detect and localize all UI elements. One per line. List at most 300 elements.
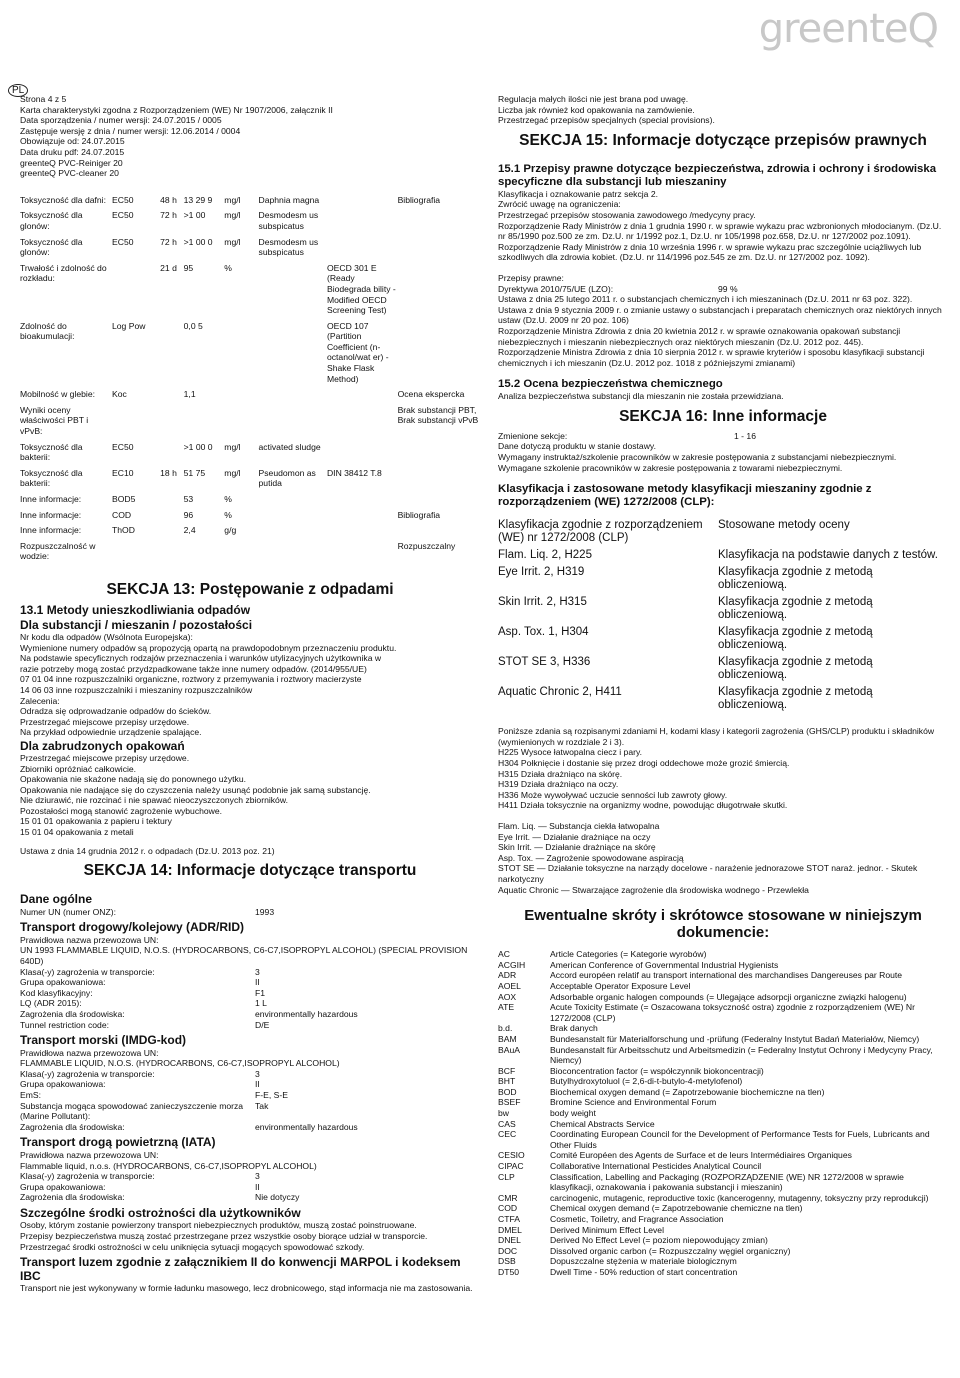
abbreviation: b.d.: [498, 1023, 513, 1034]
abbreviation-meaning: Bundesanstalt für Arbeitsschutz und Arbeitsmedizin (= Federalny Instytut Ochrony i Medycyny Pracy, Niemcy): [550, 1044, 933, 1066]
abbreviation-meaning: Dissolved organic carbon (= Rozpuszczalny węgiel organiczny): [550, 1245, 791, 1256]
regulation-line: Przepisy prawne:: [498, 272, 564, 283]
section-13-substances-heading: Dla substancji / mieszanin / pozostałości: [20, 617, 253, 632]
section-13-line: Zbiorniki opróżniać całkowicie.: [20, 763, 137, 774]
tox-cell: Inne informacje:: [20, 525, 82, 536]
abbreviation-row: [498, 970, 948, 981]
clp-row: [498, 566, 938, 596]
section-13-line: 14 06 03 inne rozpuszczalniki i mieszaniny rozpuszczalników: [20, 684, 253, 695]
imdg-row-label: Grupa opakowaniowa:: [20, 1079, 106, 1090]
tox-cell: [112, 405, 160, 442]
adr-row-label: Zagrożenia dla środowiska:: [20, 1009, 125, 1019]
abbreviation-meaning: American Conference of Governmental Industrial Hygienists: [550, 959, 779, 970]
tox-cell: Rozpuszczalność w wodzie:: [20, 540, 96, 562]
abbreviation-row: [498, 1203, 948, 1214]
section-15-title: SEKCJA 15: Informacje dotyczące przepisów prawnych: [519, 131, 927, 149]
abbreviation-meaning: Bromine Science and Environmental Forum: [550, 1097, 717, 1108]
imdg-row: [20, 1090, 480, 1101]
section-15-1-heading: 15.1 Przepisy prawne dotyczące bezpieczeństwa, zdrowia i ochrony i środowiska specyficzne dla substancji lub mieszaniny: [498, 162, 937, 188]
tox-cell: [327, 525, 398, 541]
tox-cell: Desmodesm us subspicatus: [258, 236, 319, 258]
abbreviation-meaning: Cosmetic, Toiletry, and Fragrance Association: [550, 1214, 724, 1224]
tox-cell: ThOD: [112, 525, 135, 536]
iata-name: Flammable liquid, n.o.s. (HYDROCARBONS, C6-C7,ISOPROPYL ALCOHOL): [20, 1160, 317, 1171]
iata-row: [20, 1182, 480, 1193]
adr-row: [20, 967, 480, 978]
tox-cell: [259, 541, 327, 567]
abbreviation: CMR: [498, 1192, 518, 1203]
un-number-row: Numer UN (numer ONZ): 1993: [20, 906, 275, 917]
adr-row-value: D/E: [255, 1019, 270, 1030]
tox-cell: Mobilność w glebie:: [20, 389, 95, 400]
abbreviation-row: [498, 960, 948, 971]
abbreviation-row: [498, 1108, 948, 1119]
tox-row: [20, 442, 480, 468]
imdg-row: [20, 1069, 480, 1080]
imdg-row: [20, 1101, 480, 1122]
tox-row: [20, 494, 480, 510]
clp-classification: Skin Irrit. 2, H315: [498, 596, 587, 609]
tox-row: [20, 210, 480, 236]
tox-cell: [398, 442, 480, 468]
abbreviation: BHT: [498, 1076, 516, 1087]
voc-row: Dyrektywa 2010/75/UE (LZO): 99 %: [498, 283, 738, 294]
abbreviation-row: [498, 1161, 948, 1172]
hazard-statement-line: H336 Może wywoływać uczucie senności lub zawroty głowy.: [498, 789, 728, 800]
clp-method: Klasyfikacja na podstawie danych z testów.: [718, 549, 938, 562]
clp-classification: Aquatic Chronic 2, H411: [498, 686, 622, 699]
abbreviation-row: [498, 949, 948, 960]
abbreviation-row: [498, 1087, 948, 1098]
imdg-heading: Transport morski (IMDG-kod): [20, 1033, 187, 1048]
marpol-text: Transport nie jest wykonywany w formie ładunku masowego, lecz drobnicowego, stąd informacja nie ma zastosowania.: [20, 1283, 473, 1294]
abbreviation-meaning: Bioconcentration factor (= współczynnik biokoncentracji): [550, 1065, 764, 1076]
abbreviation: BAM: [498, 1033, 517, 1044]
tox-cell: 21 d: [160, 262, 177, 273]
iata-row: [20, 1192, 480, 1203]
clp-header-cell: Stosowane metody oceny: [718, 519, 850, 532]
section-16-text: [498, 441, 948, 473]
abbreviation: ACGIH: [498, 959, 526, 970]
clp-header-row: [498, 519, 938, 549]
imdg-name-label: Prawidłowa nazwa przewozowa UN:: [20, 1047, 159, 1058]
abbreviation: CAS: [498, 1118, 516, 1129]
iata-heading: Transport drogą powietrzną (IATA): [20, 1135, 216, 1150]
tox-cell: [259, 494, 327, 510]
abbreviation-meaning: Chemical Abstracts Service: [550, 1118, 655, 1129]
abbreviation-meaning: Brak danych: [550, 1023, 598, 1034]
abbreviation: CEC: [498, 1129, 517, 1140]
tox-cell: OECD 107 (Partition Coefficient (n-octanol/wat er) - Shake Flask Method): [326, 320, 389, 384]
tox-cell: [259, 263, 327, 321]
abbreviation-row: [498, 1119, 948, 1130]
hazard-statements: [498, 726, 948, 811]
adr-name-label: Prawidłowa nazwa przewozowa UN:: [20, 934, 159, 945]
tox-cell: [224, 321, 258, 390]
hazard-statement-line: H411 Działa toksycznie na organizmy wodne, powodując długotrwałe skutki.: [498, 800, 788, 811]
abbreviation-meaning: Classification, Labelling and Packaging (ROZPORZĄDZENIE (WE) NR 1272/2008 w sprawie klasyfikacji, oznakowania i pakowania substancji i mieszanin): [550, 1171, 904, 1193]
clp-method: Klasyfikacja zgodnie z metodą obliczeniową.: [718, 596, 873, 622]
abbreviation-meaning: Bundesanstalt für Materialforschung und -prüfung (Federalny Instytut Badań Materiałów, Niemcy): [550, 1033, 920, 1044]
tox-cell: [327, 210, 398, 236]
iata-row: [20, 1171, 480, 1182]
clp-row: [498, 549, 938, 566]
regulation-line: Ustawa z dnia 9 stycznia 2009 r. o zmianie ustawy o substancjach i preparatach chemicznych oraz niektórych innych ustaw (Dz.U. 2009 nr 20 poz. 106): [498, 304, 942, 326]
abbreviation: BSEF: [498, 1097, 521, 1108]
tox-cell: Toksyczność dla bakterii:: [20, 467, 83, 489]
tox-cell: Ocena ekspercka: [397, 389, 465, 400]
tox-cell: [398, 321, 480, 390]
section-13-line: Wymienione numery odpadów są propozycją opartą na prawdopodobnym przeznaczeniu produktu.: [20, 642, 397, 653]
abbreviation: CLP: [498, 1171, 515, 1182]
tox-cell: [112, 541, 160, 567]
imdg-row: [20, 1079, 480, 1090]
adr-row: [20, 998, 480, 1009]
tox-cell: EC50: [112, 236, 134, 247]
tox-cell: [327, 510, 398, 526]
section-13-packaging-heading: Dla zabrudzonych opakowań: [20, 738, 185, 753]
section-13-law: Ustawa z dnia 14 grudnia 2012 r. o odpadach (Dz.U. 2013 poz. 21): [20, 845, 275, 856]
left-column: [20, 94, 480, 1294]
abbreviation: BOD: [498, 1086, 517, 1097]
section-15-text: [498, 189, 948, 263]
tox-cell: Toksyczność dla glonów:: [20, 236, 83, 258]
tox-cell: 72 h: [160, 236, 177, 247]
clp-table: [498, 519, 938, 716]
header-line: Zastępuje wersję z dnia / numer wersji: 12.06.2014 / 0004: [20, 125, 241, 136]
regulation-line: Rozporządzenie Rady Ministrów z dnia 10 września 1996 r. w sprawie wykazu prac szczególnie uciążliwych lub szkodliwych dla zdrowia kobiet. (Dz.U. nr 114/1996 poz.545 ze zm. Dz.U. nr 127/2002 poz. 1092).: [498, 241, 922, 263]
hazard-category-line: STOT SE — Działanie toksyczne na narządy docelowe - narażenie jednorazowe STOT naraż. jednor. - Skutek narkotyczny: [498, 863, 918, 884]
tox-row: [20, 510, 480, 526]
section-13-title: SEKCJA 13: Postępowanie z odpadami: [106, 580, 394, 598]
header-line: greenteQ PVC-cleaner 20: [20, 168, 119, 179]
tox-cell: [398, 468, 480, 494]
imdg-name: FLAMMABLE LIQUID, N.O.S. (HYDROCARBONS, C6-C7,ISOPROPYL ALCOHOL): [20, 1058, 340, 1069]
tox-cell: [327, 237, 398, 263]
imdg-row-label: EmS:: [20, 1090, 42, 1101]
adr-row-label: Klasa(-y) zagrożenia w transporcie:: [20, 966, 155, 977]
tox-cell: 96: [183, 509, 194, 520]
regulation-line: Klasyfikacja i oznakowanie patrz sekcja 2.: [498, 188, 659, 199]
hazard-statement-line: H315 Działa drażniąco na skórę.: [498, 768, 623, 779]
abbreviation-row: [498, 1225, 948, 1236]
abbreviation-row: [498, 1076, 948, 1087]
section-15-2-text: Analiza bezpieczeństwa substancji dla mieszanin nie została przewidziana.: [498, 391, 784, 402]
abbreviation-row: [498, 1172, 948, 1193]
abbreviation: DOC: [498, 1245, 518, 1256]
tox-cell: Brak substancji PBT, Brak substancji vPvB: [397, 404, 479, 426]
tox-cell: Wyniki oceny właściwości PBT i vPvB:: [20, 404, 89, 437]
imdg-row-label: Substancja mogąca spowodować zanieczyszczenie morza (Marine Pollutant):: [20, 1100, 244, 1122]
tox-cell: [224, 541, 258, 567]
clp-method: Klasyfikacja zgodnie z metodą obliczeniową.: [718, 566, 873, 592]
abbreviation-meaning: Acute Toxicity Estimate (= Oszacowana toksyczność ostra) zgodnie z rozporządzeniem (WE) Nr 1272/2008 (CLP): [550, 1002, 915, 1023]
abbreviation-row: [498, 1193, 948, 1204]
section-13-line: Nie dziurawić, nie rozcinać i nie spawać nieoczyszczonych zbiorników.: [20, 795, 288, 806]
greenteq-logo: greenteQ: [758, 6, 938, 52]
tox-cell: EC50: [112, 441, 134, 452]
hazard-statement-line: H304 Połknięcie i dostanie się przez drogi oddechowe może grozić śmiercią.: [498, 758, 790, 769]
abbreviation-meaning: body weight: [550, 1108, 596, 1119]
tox-cell: [398, 210, 480, 236]
tox-cell: [327, 195, 398, 211]
section-13-line: 07 01 04 inne rozpuszczalniki organiczne, roztwory z przemywania i roztwory macierzyste: [20, 674, 362, 685]
right-column: [498, 94, 948, 1278]
section-13-text: [20, 632, 480, 738]
tox-cell: [160, 525, 184, 541]
tox-cell: COD: [112, 509, 132, 520]
tox-cell: [327, 541, 398, 567]
adr-row-label: LQ (ADR 2015):: [20, 998, 82, 1009]
hazard-statement-line: H319 Działa drażniąco na oczy.: [498, 779, 619, 790]
regulation-line: Rozporządzenie Ministra Zdrowia z dnia 10 sierpnia 2012 r. w sprawie kryteriów i sposobu klasyfikacji substancji chemicznych i ich mieszanin (Dz.U. 2012 poz. 1018 z późniejszymi zmianami): [498, 347, 925, 368]
tox-row: [20, 195, 480, 211]
abbreviation: DT50: [498, 1266, 520, 1277]
tox-cell: 51 75: [183, 467, 206, 478]
section-13-line: Opakowania nie nadające się do czyszczenia należy usunąć podobnie jak samą substancję.: [20, 784, 371, 795]
abbreviation: bw: [498, 1108, 509, 1119]
abbreviation: AOEL: [498, 980, 521, 991]
tox-cell: [259, 389, 327, 405]
clp-row: [498, 656, 938, 686]
info-line: Wymagane szkolenie pracowników w zakresie postępowania z towarami niebezpiecznymi.: [498, 462, 843, 473]
tox-row: [20, 405, 480, 442]
tox-cell: EC50: [112, 210, 134, 221]
abbreviation-row: [498, 1045, 948, 1066]
adr-row-value: 3: [255, 966, 260, 977]
abbreviation: ADR: [498, 970, 517, 981]
tox-cell: 48 h: [160, 194, 177, 205]
abbreviation-row: [498, 1267, 948, 1278]
section-13-line: Opakowania nie skażone nadają się do ponownego użytku.: [20, 774, 246, 785]
tox-cell: [259, 405, 327, 442]
tox-cell: Inne informacje:: [20, 509, 82, 520]
tox-cell: [398, 237, 480, 263]
iata-details: [20, 1171, 480, 1203]
clp-classification: Asp. Tox. 1, H304: [498, 626, 589, 639]
abbreviation-row: [498, 1034, 948, 1045]
abbreviation-meaning: Accord européen relatif au transport international des marchandises Dangereuses par Route: [550, 970, 903, 981]
abbreviation-row: [498, 1150, 948, 1161]
marpol-heading: Transport luzem zgodnie z załącznikiem II do konwencji MARPOL i kodeksem IBC: [20, 1255, 461, 1283]
tox-cell: 1,1: [183, 389, 196, 400]
imdg-row-label: Zagrożenia dla środowiska:: [20, 1121, 125, 1132]
tox-cell: [160, 541, 184, 567]
section-13-line: Na przykład odpowiednie urządzenie spalające.: [20, 727, 202, 738]
special-precautions-text: [20, 1220, 480, 1252]
tox-cell: EC10: [112, 467, 134, 478]
abbreviation-meaning: Biochemical oxygen demand (= Zapotrzebowanie biochemiczne na tlen): [550, 1086, 825, 1097]
regulation-line: Przestrzegać przepisów stosowania zawodowego /medycyny pracy.: [498, 209, 756, 220]
tox-row: [20, 525, 480, 541]
tox-cell: Trwałość i zdolność do rozkładu:: [20, 262, 107, 284]
clp-method: Klasyfikacja zgodnie z metodą obliczeniową.: [718, 686, 873, 712]
adr-row-value: environmentally hazardous: [255, 1009, 358, 1019]
abbreviation-row: [498, 992, 948, 1003]
section-13-packaging-text: [20, 753, 480, 838]
tox-cell: mg/l: [224, 210, 241, 221]
iata-row-label: Klasa(-y) zagrożenia w transporcie:: [20, 1171, 155, 1182]
tox-cell: OECD 301 E (Ready Biodegrada bility - Modified OECD Screening Test): [326, 262, 396, 316]
imdg-row-value: II: [255, 1079, 260, 1090]
abbreviation: ATE: [498, 1002, 515, 1013]
section-13-line: Na podstawie specyficznych rodzajów przeznaczenia i warunków utylizacyjnych użytkownika w: [20, 653, 382, 664]
section-13-line: Pozostałości mogą stanowić zagrożenie wybuchowe.: [20, 805, 223, 816]
tox-cell: Toksyczność dla dafni:: [20, 194, 106, 205]
ecotoxicity-table: [20, 195, 480, 567]
tox-cell: g/g: [224, 525, 237, 536]
transport-note-line: Regulacja małych ilości nie jest brana pod uwagę.: [498, 94, 689, 104]
tox-cell: EC50: [112, 194, 134, 205]
clp-heading: Klasyfikacja i zastosowane metody klasyfikacji mieszaniny zgodnie z rozporządzeniem (WE) 1272/2008 (CLP):: [498, 483, 872, 509]
tox-cell: Rozpuszczalny: [397, 540, 456, 551]
iata-row-label: Zagrożenia dla środowiska:: [20, 1192, 125, 1203]
iata-row-value: II: [255, 1181, 260, 1192]
tox-cell: [327, 389, 398, 405]
hazard-statement-line: Poniższe zdania są rozpisanymi zdaniami H, kodami klasy i kategorii zagrożenia (GHS/CLP) produktu i składników (wymienionych w rozdziale 2 i 3).: [498, 726, 935, 747]
section-13-line: Przestrzegać miejscowe przepisy urzędowe.: [20, 716, 190, 727]
regulation-line: Ustawa z dnia 25 lutego 2011 r. o substancjach chemicznych i ich mieszaninach (Dz.U. 2011 nr 63 poz. 322).: [498, 294, 913, 305]
abbreviation-meaning: Comité Européen des Agents de Surface et de leurs Intermédiaires Organiques: [550, 1150, 852, 1161]
tox-cell: [160, 442, 184, 468]
tox-cell: Bibliografia: [397, 194, 441, 205]
changed-sections-row: Zmienione sekcje: 1 - 16: [498, 430, 756, 441]
precaution-line: Osoby, którym zostanie powierzony transport niebezpiecznych produktów, muszą zostać poinstruowane.: [20, 1220, 417, 1231]
imdg-row-value: Tak: [255, 1100, 269, 1111]
abbreviation-meaning: Dwell Time - 50% reduction of start concentration: [550, 1266, 738, 1277]
special-precautions-heading: Szczególne środki ostrożności dla użytkowników: [20, 1205, 301, 1220]
abbreviation-row: [498, 1023, 948, 1034]
abbreviation-meaning: Butylhydroxytoluol (= 2,6-di-t-butylo-4-metylofenol): [550, 1076, 743, 1087]
abbreviation-meaning: Dopuszczalne stężenia w materiale biologicznym: [550, 1256, 737, 1267]
tox-cell: Daphnia magna: [258, 194, 320, 205]
tox-cell: [160, 510, 184, 526]
abbreviation-row: [498, 1235, 948, 1246]
tox-cell: [398, 525, 480, 541]
tox-cell: [224, 405, 258, 442]
iata-row-value: Nie dotyczy: [255, 1192, 300, 1203]
imdg-row-value: F-E, S-E: [255, 1090, 288, 1101]
iata-name-label: Prawidłowa nazwa przewozowa UN:: [20, 1149, 159, 1160]
clp-row: [498, 596, 938, 626]
tox-cell: mg/l: [224, 194, 241, 205]
clp-row: [498, 626, 938, 656]
tox-cell: Pseudomon as putida: [258, 467, 316, 489]
section-13-line: Zalecenia:: [20, 695, 60, 706]
imdg-row: [20, 1122, 480, 1133]
language-badge: PL: [8, 84, 28, 97]
tox-row: [20, 263, 480, 321]
abbreviation-row: [498, 1214, 948, 1225]
hazard-category-line: Eye Irrit. — Działanie drażniące na oczy: [498, 831, 651, 842]
abbreviations-title: Ewentualne skróty i skrótowce stosowane w niniejszym dokumencie:: [524, 907, 922, 942]
section-13-1-heading: 13.1 Metody unieszkodliwiania odpadów: [20, 602, 251, 617]
abbreviation: BCF: [498, 1065, 516, 1076]
tox-cell: Inne informacje:: [20, 494, 82, 504]
precaution-line: Przepisy bezpieczeństwa muszą zostać przestrzegane przez wszystkie osoby biorące udział w transporcie.: [20, 1231, 428, 1241]
adr-row: [20, 1009, 480, 1020]
tox-cell: [398, 494, 480, 510]
clp-method: Klasyfikacja zgodnie z metodą obliczeniową.: [718, 656, 873, 682]
legal-provisions-list: [498, 294, 948, 368]
adr-row-value: F1: [255, 987, 266, 998]
general-data-heading: Dane ogólne: [20, 892, 93, 907]
document-header: [20, 94, 480, 179]
info-line: Dane dotyczą produktu w stanie dostawy.: [498, 441, 656, 452]
header-line: Data druku pdf: 24.07.2015: [20, 146, 125, 157]
tox-row: [20, 541, 480, 567]
legal-provisions: [498, 273, 948, 284]
tox-cell: 0,0 5: [183, 320, 203, 331]
adr-row: [20, 1020, 480, 1031]
header-line: Obowiązuje od: 24.07.2015: [20, 136, 125, 147]
tox-cell: 72 h: [160, 210, 177, 221]
section-14-title: SEKCJA 14: Informacje dotyczące transportu: [83, 862, 417, 880]
section-13-line: Nr kodu dla odpadów (Wsólnota Europejska):: [20, 631, 193, 642]
section-13-line: 15 01 01 opakowania z papieru i tektury: [20, 816, 172, 827]
tox-cell: [184, 541, 225, 567]
tox-cell: [112, 263, 160, 321]
adr-row-label: Kod klasyfikacyjny:: [20, 987, 93, 998]
section-13-line: 15 01 04 opakowania z metali: [20, 827, 134, 838]
section-13-line: Przestrzegać miejscowe przepisy urzędowe.: [20, 752, 190, 763]
header-line: Strona 4 z 5: [20, 94, 67, 104]
abbreviation: CESIO: [498, 1150, 525, 1161]
transport-notes: [498, 94, 948, 126]
abbreviation-row: [498, 981, 948, 992]
clp-header-cell: Klasyfikacja zgodnie z rozporządzeniem (WE) nr 1272/2008 (CLP): [498, 519, 703, 545]
abbreviation: AC: [498, 949, 510, 960]
regulation-line: Rozporządzenie Rady Ministrów z dnia 1 grudnia 1990 r. w sprawie wykazu prac wzbronionych młodocianym. (Dz.U. nr 85/1990 poz.500 ze zm. Dz.U. nr 1/1992 poz.1, Dz.U. nr 105/1998 poz.658, Dz.U. nr 127/2002 poz.1091).: [498, 220, 942, 242]
tox-cell: Zdolność do bioakumulacji:: [20, 320, 75, 342]
abbreviation-row: [498, 1246, 948, 1257]
tox-cell: 13 29 9: [183, 194, 213, 205]
abbreviation: CTFA: [498, 1214, 520, 1224]
abbreviation: DNEL: [498, 1235, 521, 1246]
tox-cell: mg/l: [224, 236, 241, 247]
abbreviation-meaning: carcinogenic, mutagenic, reproductive toxic (kancerogenny, mutagenny, toksyczny przy reprodukcji): [550, 1192, 929, 1203]
hazard-category-line: Asp. Tox. — Zagrożenie spowodowane aspiracją: [498, 852, 684, 863]
iata-row-value: 3: [255, 1171, 260, 1182]
tox-cell: 18 h: [160, 467, 177, 478]
tox-cell: Bibliografia: [397, 509, 441, 520]
abbreviation-meaning: Derived Minimum Effect Level: [550, 1224, 664, 1235]
abbreviation: BAuA: [498, 1044, 520, 1055]
abbreviation-row: [498, 1256, 948, 1267]
transport-note-line: Liczba jak również kod opakowania na zamówienie.: [498, 104, 695, 115]
tox-row: [20, 237, 480, 263]
abbreviation-meaning: Acceptable Operator Exposure Level: [550, 980, 691, 991]
abbreviations-table: [498, 949, 948, 1277]
tox-cell: %: [224, 494, 232, 504]
tox-cell: 95: [183, 262, 194, 273]
section-16-title: SEKCJA 16: Inne informacje: [619, 407, 827, 425]
abbreviation: DMEL: [498, 1224, 522, 1235]
adr-details: [20, 967, 480, 1031]
adr-name: UN 1993 FLAMMABLE LIQUID, N.O.S. (HYDROCARBONS, C6-C7,ISOPROPYL ALCOHOL) (SPECIAL PROVISION 640D): [20, 945, 468, 967]
tox-cell: [224, 389, 258, 405]
header-line: Data sporządzenia / numer wersji: 24.07.2015 / 0005: [20, 115, 222, 126]
regulation-line: Rozporządzenie Ministra Zdrowia z dnia 20 kwietnia 2012 r. w sprawie oznakowania opakowań substancji niebezpiecznych i mieszanin niebezpiecznych oraz niektórych mieszanin (Dz.U. 2012 poz. 445).: [498, 325, 901, 347]
adr-heading: Transport drogowy/kolejowy (ADR/RID): [20, 920, 245, 935]
iata-row-label: Grupa opakowaniowa:: [20, 1181, 106, 1192]
tox-cell: [184, 405, 225, 442]
clp-row: [498, 686, 938, 716]
tox-cell: Koc: [112, 389, 127, 400]
clp-classification: STOT SE 3, H336: [498, 656, 591, 669]
precaution-line: Przestrzegać środki ostrożności w celu uniknięcia sytuacji mogących spowodować szkody.: [20, 1241, 365, 1252]
abbreviation-meaning: Article Categories (= Kategorie wyrobów): [550, 949, 707, 960]
